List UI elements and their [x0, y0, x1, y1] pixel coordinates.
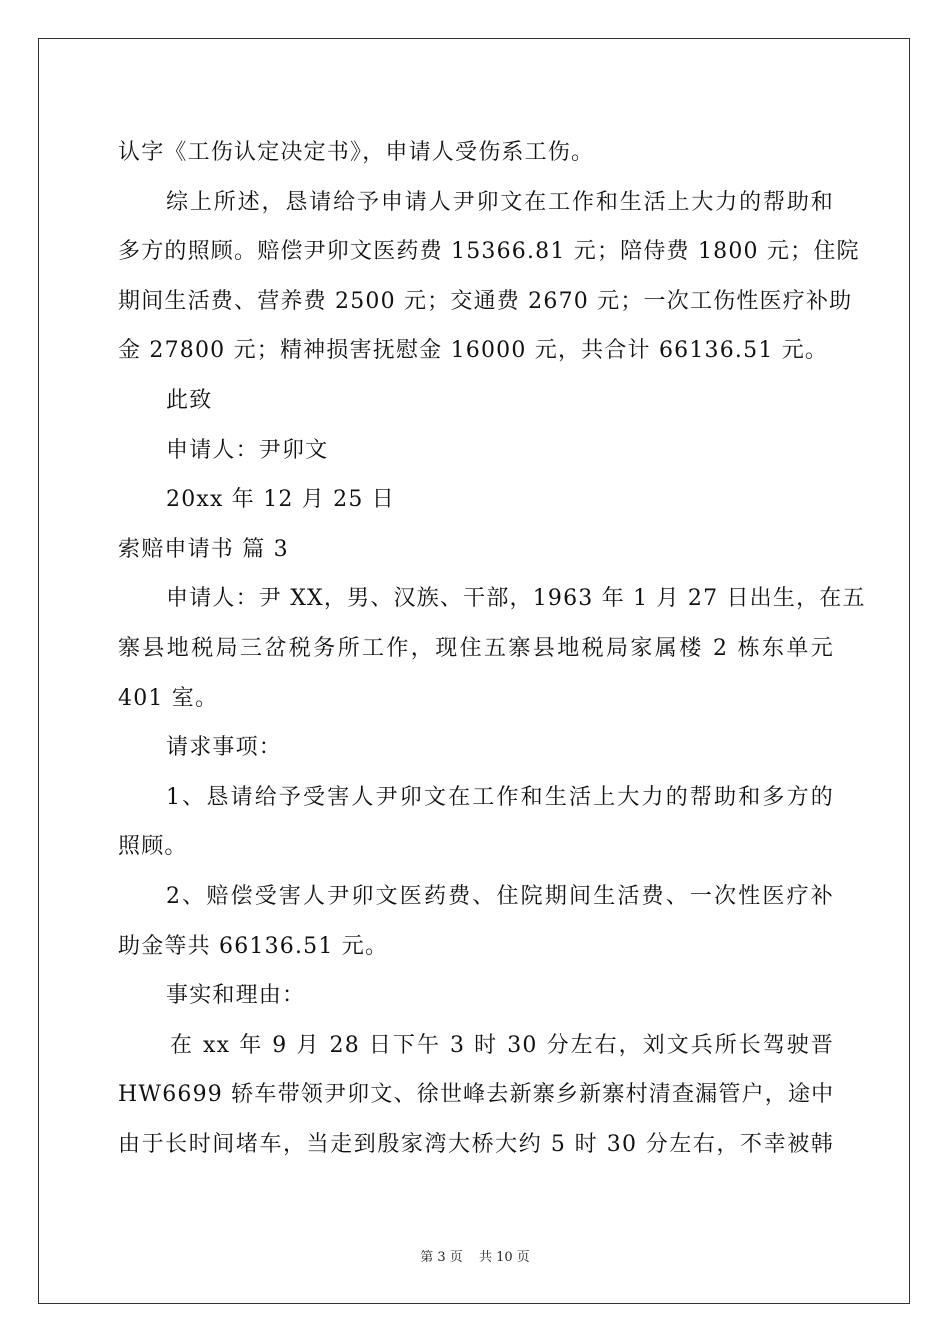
section-heading: 索赔申请书 篇 3	[118, 536, 289, 562]
facts-heading: 事实和理由：	[166, 983, 306, 1009]
closing-salutation: 此致	[166, 387, 213, 413]
text-line-21: 由于长时间堵车，当走到殷家湾大桥大约 5 时 30 分左右，不幸被韩	[118, 1131, 834, 1157]
page-total: 共 10 页	[478, 1250, 530, 1265]
applicant-signature: 申请人：尹卯文	[166, 437, 329, 463]
text-line-12: 401 室。	[118, 685, 219, 711]
page-number: 第 3 页	[420, 1250, 463, 1265]
text-line-4: 期间生活费、营养费 2500 元；交通费 2670 元；一次工伤性医疗补助	[118, 288, 853, 314]
text-line-1: 认字《工伤认定决定书》，申请人受伤系工伤。	[118, 140, 595, 165]
text-line-11: 寨县地税局三岔税务所工作，现住五寨县地税局家属楼 2 栋东单元	[118, 635, 834, 661]
signature-date: 20xx 年 12 月 25 日	[166, 487, 395, 513]
document-body	[118, 128, 866, 1169]
requests-heading: 请求事项：	[166, 735, 283, 761]
text-line-19: 在 xx 年 9 月 28 日下午 3 时 30 分左右，刘文兵所长驾驶晋	[170, 1032, 834, 1058]
text-line-17: 助金等共 66136.51 元。	[118, 933, 389, 959]
text-line-2: 综上所述，恳请给予申请人尹卯文在工作和生活上大力的帮助和	[166, 189, 834, 215]
text-line-14: 1、恳请给予受害人尹卯文在工作和生活上大力的帮助和多方的	[166, 784, 834, 810]
text-line-3: 多方的照顾。赔偿尹卯文医药费 15366.81 元；陪侍费 1800 元；住院	[118, 239, 860, 265]
text-line-15: 照顾。	[118, 834, 188, 860]
text-line-5: 金 27800 元；精神损害抚慰金 16000 元，共合计 66136.51 元。	[118, 338, 829, 364]
text-line-10: 申请人：尹 XX，男、汉族、干部，1963 年 1 月 27 日出生，在五	[166, 586, 866, 612]
text-line-16: 2、赔偿受害人尹卯文医药费、住院期间生活费、一次性医疗补	[166, 883, 834, 909]
text-line-20: HW6699 轿车带领尹卯文、徐世峰去新寨乡新寨村清查漏管户，途中	[118, 1082, 835, 1108]
page-footer	[0, 1246, 950, 1265]
